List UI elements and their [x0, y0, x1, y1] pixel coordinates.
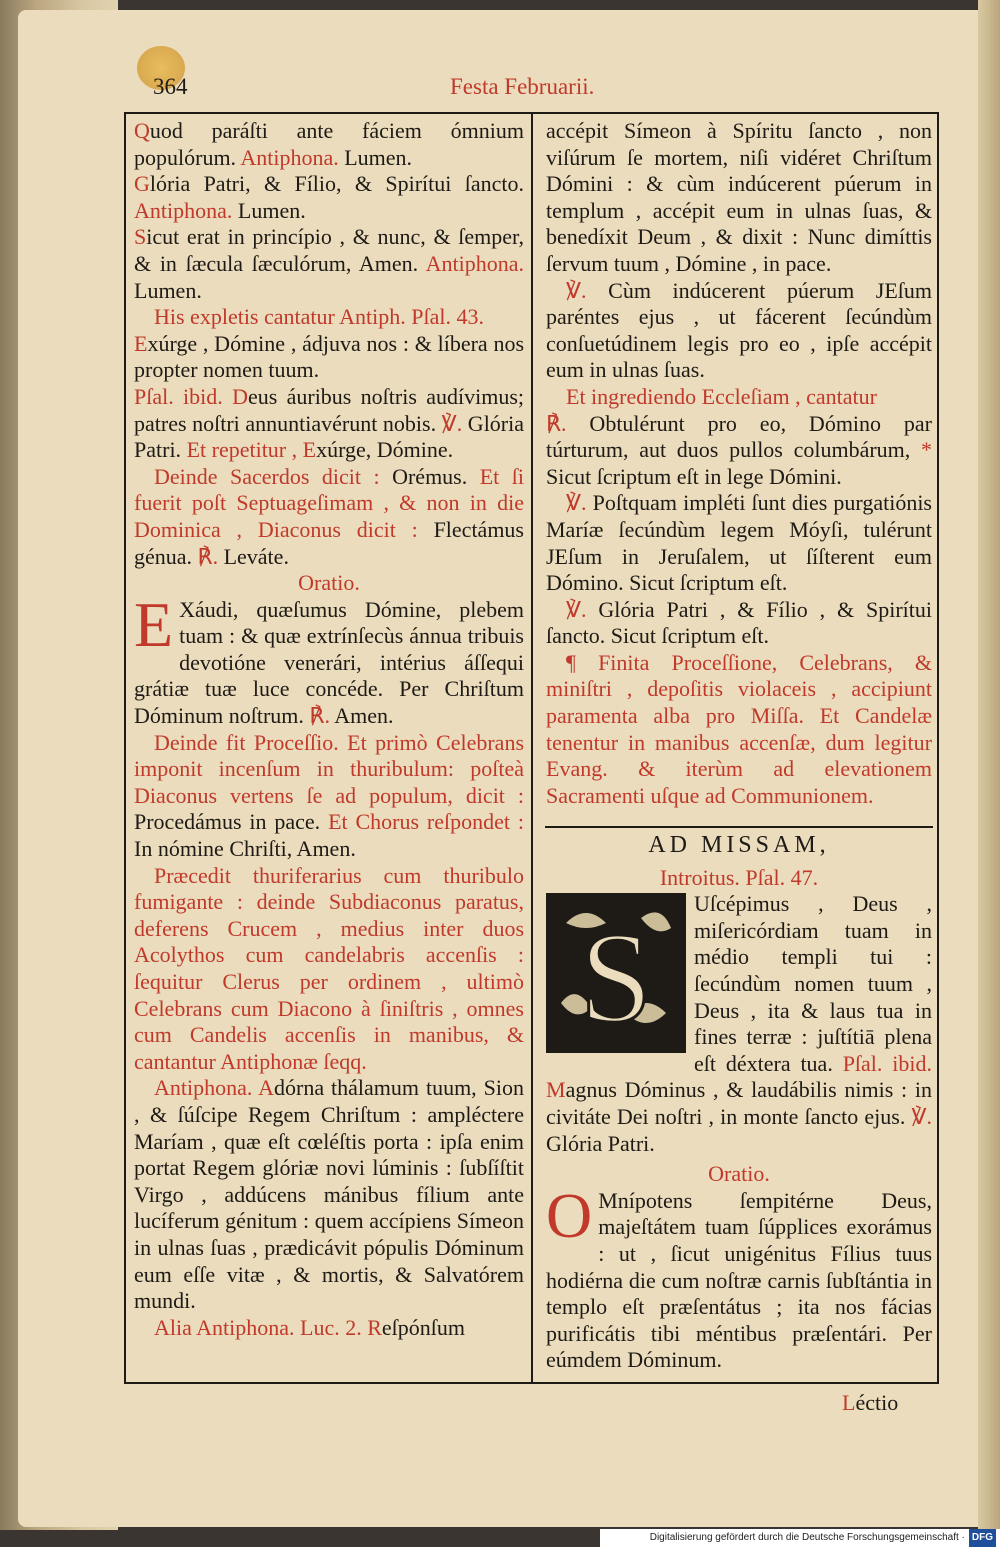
left-paragraph: Pſal. ibid. Deus áuribus noſtris audívimus; patres noſtri annuntiavérunt nobis. ℣. Glória Patri. Et repetitur , Exúrge, Dómine. [134, 383, 525, 463]
running-title: Festa Februarii. [450, 74, 595, 99]
catchword-rest: éctio [855, 1390, 899, 1415]
footer-text: Digitalisierung gefördert durch die Deutsche Forschungsgemeinschaft · [649, 1532, 965, 1543]
left-paragraph: Sicut erat in princípio , & nunc, & ſemper, & in ſæcula ſæculórum, Amen. Antiphona. Lumen. [134, 224, 524, 303]
ornamental-initial [546, 893, 686, 1053]
page-edge [978, 0, 1000, 1530]
svg-text:S: S [579, 906, 653, 1051]
left-paragraph: Deinde Sacerdos dicit : Orémus. Et ſi fuerit poſt Septuageſimam , & non in die Dominica , Diaconus dicit : Flectámus génua. ℟. Leváte. [134, 463, 524, 569]
left-column [134, 118, 524, 1341]
left-paragraph: Alia Antiphona. Luc. 2. Reſpónſum [154, 1314, 466, 1340]
page-number: 364 [153, 74, 188, 99]
left-paragraph: Deinde fit Proceſſio. Et primò Celebrans imponit incenſum in thuribulum: poſteà Diaconus vertens ſe ad populum, dicit : Procedámus in pace. Et Chorus reſpondet : In nómine Chriſti, Amen. [134, 729, 524, 862]
right-paragraph: ¶ Finita Proceſſione, Celebrans, & miniſtri , depoſitis violaceis , accipiunt paramenta alba pro Miſſa. Et Candelæ tenentur in manibus accenſæ, dum legitur Evang. & iterùm ad elevationem Sacramenti uſque ad Communionem. [546, 649, 932, 808]
introit-text: S Uſcépimus , Deus , miſericórdiam tuam in médio templi tui : ſecúndùm nomen tuum , Deus , ita & laus tua in fines terræ : juſtítiā plena eſt déxtera tua. Pſal. ibid. Magnus Dóminus , & laudábilis nimis : in civitáte Dei noſtri , in monte ſancto ejus. ℣. Glória Patri. [546, 891, 932, 1156]
left-paragraph: Præcedit thuriferarius cum thuribulo fumigante : deinde Subdiaconus paratus, deferens Crucem , medius inter duos Acolythos cum candelabris accenſis : ſequitur Clerus per ordinem , ultimò Celebrans cum Diacono à ſiniſtris , omnes cum Candelis accenſis in manibus, & cantantur Antiphonæ ſeqq. [134, 862, 524, 1074]
left-paragraph: His expletis cantatur Antiph. Pſal. 43. [154, 304, 484, 330]
right-border [937, 112, 939, 1384]
right-paragraph: ℣. Cùm indúcerent púerum JEſum paréntes ejus , ut fácerent ſecúndùm conſuetúdinem legis pro eo , ipſe accépit eum in ulnas ſuas. [546, 277, 932, 383]
column-divider [531, 112, 533, 1384]
left-paragraph: Oratio. [298, 570, 360, 596]
digitization-footer [600, 1529, 1000, 1547]
missa-heading: AD MISSAM, [648, 832, 830, 858]
left-paragraph: E Xáudi, quæſumus Dómine, plebem tuam : & quæ extrínſecùs ánnua tribuis devotióne venerári, intérius áſſequi grátiæ tuæ luce concéde. Per Chriſtum Dóminum noſtrum. ℟. Amen. [134, 588, 524, 729]
left-paragraph: Glória Patri, & Fílio, & Spirítui ſancto. Antiphona. Lumen. [134, 171, 524, 223]
section-rule [545, 826, 933, 828]
oratio-text: O Mnípotens ſempitérne Deus, majeſtátem tuam ſúpplices exorámus : ut , ſicut unigénitus Fílius tuus hodiérna die cum noſtræ carnis ſubſtántia in templo eſt præſentátus ; ita nos fácias purificátis tibi méntibus præſentári. Per eúmdem Dóminum. [546, 1179, 932, 1373]
right-paragraph: accépit Símeon à Spíritu ſancto , non viſúrum ſe mortem, niſi vidéret Chriſtum Dómini : & cùm indúcerent púerum in templum , accépit eum in ulnas ſuas, & benedíxit Deum , & dixit : Nunc dimíttis ſervum tuum , Dómine , in pace. [546, 118, 932, 276]
left-paragraph: Exúrge , Dómine , ádjuva nos : & líbera nos propter nomen tuum. [134, 330, 524, 383]
left-paragraph: Quod paráſti ante fáciem ómnium populórum. Antiphona. Lumen. [134, 118, 524, 170]
catchword-initial: L [842, 1390, 856, 1415]
introit-label: Introitus. Pſal. 47. [659, 864, 819, 890]
right-paragraph: ℣. Glória Patri , & Fílio , & Spirítui ſancto. Sicut ſcriptum eſt. [546, 596, 932, 649]
left-paragraph: Antiphona. Adórna thálamum tuum, Sion , & ſúſcipe Regem Chriſtum : ampléctere Maríam , quæ eſt cœléſtis porta : ipſa enim portat Regem glóriæ novi lúminis : ſubſíſtit Virgo , addúcens mánibus fílium ante lucíferum génitum : quem accípiens Símeon in ulnas ſuas , prædicávit pópulis Dóminum eum eſſe vitæ , & mortis, & Salvatórem mundi. [134, 1075, 524, 1314]
right-paragraph: Et ingrediendo Eccleſiam , cantatur [566, 383, 877, 409]
bottom-rule [124, 1382, 939, 1384]
right-column-bottom [546, 832, 932, 1374]
catchword [842, 1390, 898, 1416]
oratio-label: Oratio. [708, 1161, 770, 1187]
left-border [124, 112, 126, 1384]
right-paragraph: ℣. Poſtquam impléti ſunt dies purgatiónis Maríæ ſecúndùm legem Móyſi, tulérunt JEſum in Jeruſalem, ut ſíſterent eum Dómino. Sicut ſcriptum eſt. [546, 490, 932, 596]
right-column-top [546, 118, 932, 809]
dfg-logo: DFG [969, 1529, 996, 1547]
right-paragraph: ℟. Obtulérunt pro eo, Dómino par túrturum, aut duos pullos columbárum, * Sicut ſcriptum eſt in lege Dómini. [546, 410, 932, 489]
